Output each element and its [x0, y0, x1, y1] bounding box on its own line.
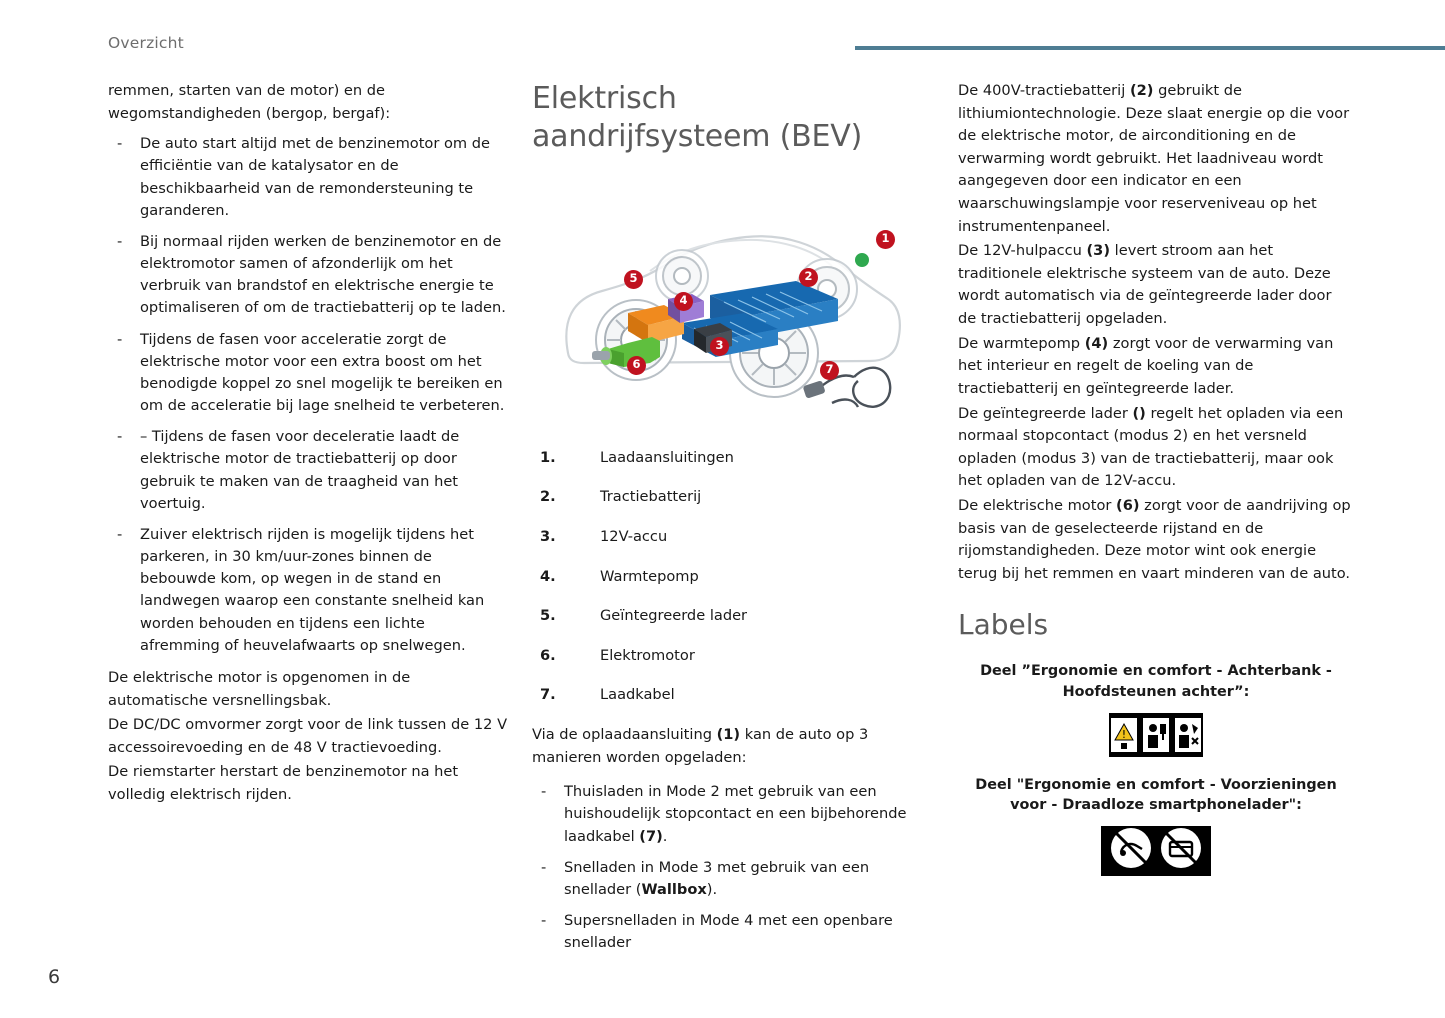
- diagram-callout-6: 6: [627, 356, 646, 375]
- headrest-person-icon: [1143, 718, 1169, 752]
- list-item: [532, 857, 912, 901]
- legend-label: Warmtepomp: [600, 567, 699, 585]
- right-paragraph: [958, 240, 1354, 330]
- paragraph-text: levert stroom aan het traditionele elektrische systeem van de auto. Deze wordt automatisch via de geïntegreerde lader door de tractiebatterij opgeladen.: [958, 242, 1332, 328]
- paragraph-text: regelt het opladen via een normaal stopcontact (modus 2) en het versneld opladen (modus 3) van de tractiebatterij, maar ook het opladen van de 12V-accu.: [958, 404, 1344, 490]
- legend-number: 4.: [540, 567, 556, 585]
- section-title: Elektrisch aandrijfsysteem (BEV): [532, 81, 863, 155]
- legend-item: [532, 526, 912, 549]
- right-paragraph: [958, 495, 1354, 585]
- header-section-title: Overzicht: [108, 34, 184, 52]
- paragraph-text: De elektrische motor: [958, 496, 1117, 514]
- list-item: - De auto start altijd met de benzinemotor om de efficiëntie van de katalysator en de beschikbaarheid van de remondersteuning te garanderen.: [108, 133, 508, 222]
- left-closing-paragraph: De elektrische motor is opgenomen in de automatische versnellingsbak.: [108, 669, 411, 709]
- legend-number: 2.: [540, 488, 556, 506]
- legend-number: 6.: [540, 646, 556, 664]
- charging-intro-before: Via de oplaadaansluiting: [532, 726, 717, 744]
- legend-number: 7.: [540, 686, 556, 704]
- diagram-callout-3: 3: [710, 337, 729, 356]
- mode-text-before: Supersnelladen in Mode 4 met een openbare snellader: [564, 912, 893, 952]
- component-reference: (2): [1129, 82, 1154, 99]
- right-paragraph: [958, 403, 1354, 493]
- paragraph-text: De 400V-tractiebatterij: [958, 82, 1130, 99]
- label-caption: Deel "Ergonomie en comfort - Voorzieningen voor - Draadloze smartphonelader":: [975, 776, 1337, 814]
- middle-column: [532, 80, 912, 964]
- no-metal-object-icon: [1109, 826, 1153, 878]
- legend-item: [532, 645, 912, 668]
- list-item: - – Tijdens de fasen voor deceleratie laadt de elektrische motor de tractiebatterij op door gebruik te maken van de traagheid van het voertuig.: [108, 426, 508, 515]
- left-closing-paragraph: De DC/DC omvormer zorgt voor de link tussen de 12 V accessoirevoeding en de 48 V tractievoeding.: [108, 716, 508, 756]
- left-bullet-list: [108, 133, 508, 657]
- list-item: - Bij normaal rijden werken de benzinemotor en de elektromotor samen of afzonderlijk om het verbruik van brandstof en elektrische energie te optimaliseren of om de tractiebatterij op te laden.: [108, 231, 508, 320]
- charging-intro-after: kan de auto op 3 manieren worden opgeladen:: [532, 726, 869, 766]
- legend-label: Elektromotor: [600, 646, 695, 664]
- component-reference: (3): [1086, 242, 1111, 260]
- legend-number: 3.: [540, 528, 556, 545]
- right-column: [958, 80, 1354, 888]
- page-header: [0, 34, 1445, 58]
- legend-label: Tractiebatterij: [600, 488, 702, 506]
- labels-section-title: Labels: [958, 608, 1049, 642]
- no-card-icon: [1159, 826, 1203, 878]
- legend-label: Laadkabel: [600, 686, 675, 704]
- mode-text-after: ).: [706, 880, 718, 898]
- paragraph-text: zorgt voor de aandrijving op basis van de geselecteerde rijstand en de rijomstandigheden. Deze motor wint ook energie terug bij het remmen en vaart minderen van de auto.: [958, 496, 1351, 582]
- legend-item: [532, 447, 912, 470]
- diagram-callout-7: 7: [820, 361, 839, 380]
- warning-triangle-icon: [1111, 718, 1137, 752]
- page-number: 6: [48, 966, 61, 988]
- headrest-adjust-icon: [1175, 718, 1201, 752]
- label-block: [958, 775, 1354, 877]
- charging-intro-paragraph: [532, 724, 912, 769]
- list-item: [532, 781, 912, 848]
- legend-label: Laadaansluitingen: [600, 448, 734, 466]
- legend-label: Geïntegreerde lader: [600, 607, 748, 625]
- component-reference: (): [1132, 404, 1146, 422]
- paragraph-text: zorgt voor de verwarming van het interieur en regelt de koeling van de tractiebatterij en geïntegreerde lader.: [958, 334, 1334, 397]
- charging-modes-list: [532, 781, 912, 954]
- header-accent-rule: [855, 46, 1445, 50]
- paragraph-text: gebruikt de lithiumiontechnologie. Deze slaat energie op die voor de elektrische motor, de airconditioning en de verwarming wordt gebruikt. Het laadniveau wordt aangegeven door een indicator en een waarschuwingslampje voor reserveniveau op het instrumentenpaneel.: [958, 82, 1350, 235]
- legend-item: [532, 486, 912, 509]
- mode-text-bold: Wallbox: [641, 880, 707, 898]
- label-caption: Deel ”Ergonomie en comfort - Achterbank - Hoofdsteunen achter”:: [980, 662, 1332, 700]
- bev-diagram-illustration: [532, 171, 912, 429]
- diagram-callout-4: 4: [674, 292, 693, 311]
- component-reference: (6): [1116, 496, 1140, 514]
- legend-item: [532, 605, 912, 628]
- diagram-legend: [532, 447, 912, 707]
- mode-text-after: .: [662, 827, 668, 845]
- diagram-callout-5: 5: [624, 270, 643, 289]
- list-item: [532, 910, 912, 954]
- legend-number: 1.: [540, 448, 556, 466]
- svg-text:!: !: [1121, 727, 1127, 741]
- legend-number: 5.: [540, 607, 556, 625]
- right-paragraph: [958, 333, 1354, 401]
- label-pictogram-rear-seat: [1109, 713, 1203, 757]
- legend-item: [532, 566, 912, 589]
- legend-label: 12V-accu: [600, 528, 668, 545]
- paragraph-text: De geïntegreerde lader: [958, 404, 1133, 422]
- mode-text-bold: (7): [639, 827, 663, 845]
- component-reference: (4): [1084, 334, 1109, 352]
- legend-item: [532, 684, 912, 707]
- left-closing-paragraph: De riemstarter herstart de benzinemotor na het volledig elektrisch rijden.: [108, 763, 459, 804]
- list-item: - Zuiver elektrisch rijden is mogelijk tijdens het parkeren, in 30 km/uur-zones binnen de bebouwde kom, op wegen in de stand en landwegen waarop een constante snelheid kan worden behouden en tijdens een lichte afremming of heuvelafwaarts op snelwegen.: [108, 524, 508, 657]
- left-intro-paragraph: remmen, starten van de motor) en de wegomstandigheden (bergop, bergaf):: [108, 82, 391, 122]
- label-block: [958, 661, 1354, 757]
- mode-text-before: Thuisladen in Mode 2 met gebruik van een huishoudelijk stopcontact en een bijbehorende laadkabel: [564, 783, 907, 845]
- diagram-callout-2: 2: [799, 268, 818, 287]
- label-pictogram-wireless-charger: [1101, 826, 1211, 876]
- mode-text-before: Snelladen in Mode 3 met gebruik van een snellader (: [564, 858, 870, 898]
- list-item: - Tijdens de fasen voor acceleratie zorgt de elektrische motor voor een extra boost om het benodigde koppel zo snel mogelijk te bereiken en om de acceleratie bij lage snelheid te verbeteren.: [108, 329, 508, 418]
- right-paragraph: [958, 80, 1354, 238]
- diagram-callout-1: 1: [876, 230, 895, 249]
- paragraph-text: De 12V-hulpaccu: [958, 242, 1087, 260]
- paragraph-text: De warmtepomp: [958, 334, 1085, 352]
- charging-intro-reference: (1): [716, 726, 741, 744]
- left-column: [108, 80, 508, 809]
- bev-powertrain-diagram: [532, 171, 912, 429]
